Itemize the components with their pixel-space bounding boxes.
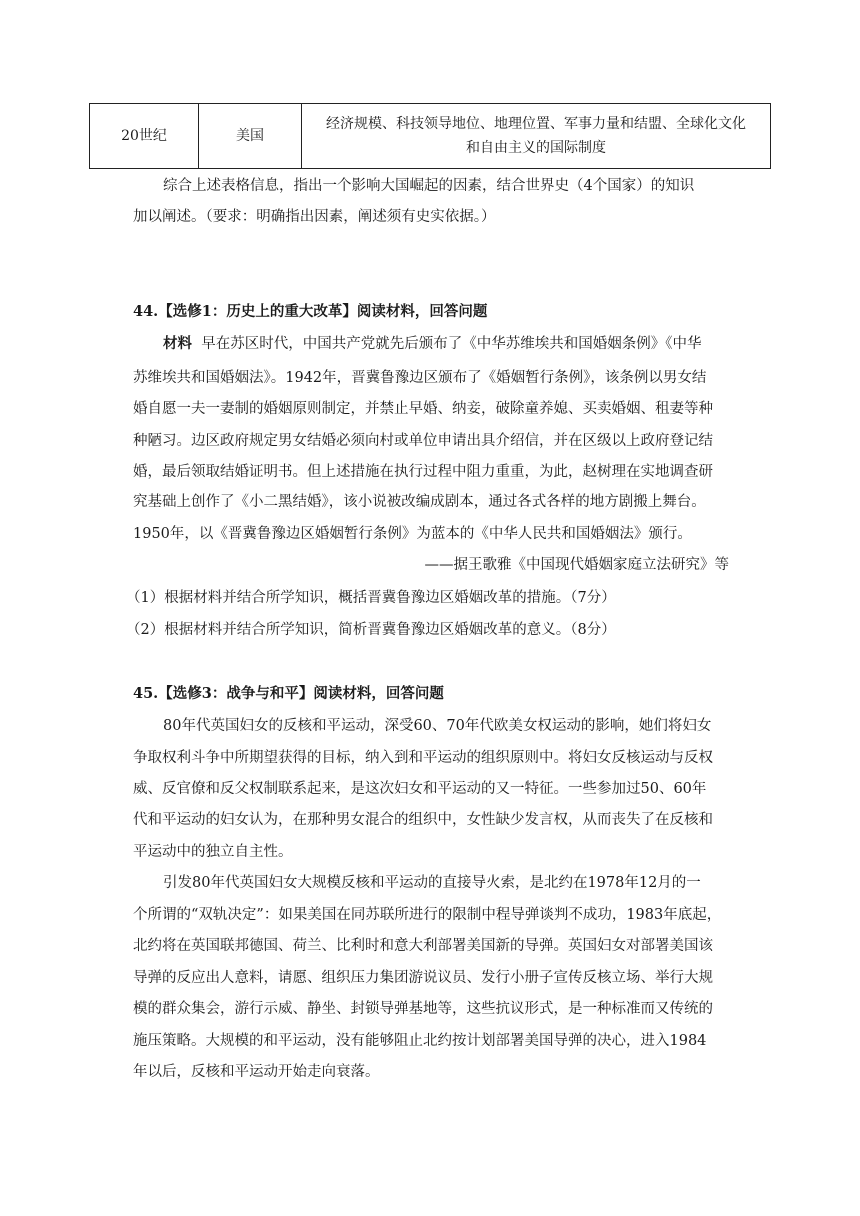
q45-para2-line-2: 个所谓的“双轨决定”：如果美国在同苏联所进行的限制中程导弹谈判不成功，1983年底起， [133, 907, 722, 923]
century-cell: 20世纪 [90, 104, 199, 169]
q45-para2-line-3: 北约将在英国联邦德国、荷兰、比利时和意大利部署美国新的导弹。英国妇女对部署美国该 [133, 938, 713, 954]
q43-prompt-line-1: 综合上述表格信息，指出一个影响大国崛起的因素，结合世界史（4个国家）的知识 [163, 178, 695, 194]
q45-para1-line-5: 平运动中的独立自主性。 [133, 844, 293, 860]
q45-para2-line-7: 年以后，反核和平运动开始走向衰落。 [133, 1064, 380, 1080]
material-label: 材料 [163, 335, 192, 352]
q43-prompt-line-2: 加以阐述。（要求：明确指出因素，阐述须有史实依据。） [133, 209, 496, 225]
factors-line-1: 经济规模、科技领导地位、地理位置、军事力量和结盟、全球化文化 [326, 116, 746, 132]
q45-para1-line-3: 威、反官僚和反父权制联系起来，是这次妇女和平运动的又一特征。一些参加过50、60年 [133, 781, 707, 797]
q45-para2-line-6: 施压策略。大规模的和平运动，没有能够阻止北约按计划部署美国导弹的决心，进入1984 [133, 1033, 707, 1049]
q44-material-line-3: 婚自愿一夫一妻制的婚姻原则制定，并禁止早婚、纳妾，破除童养媳、买卖婚姻、租妻等种 [133, 401, 713, 417]
q45-para1-line-4: 代和平运动的妇女认为，在那种男女混合的组织中，女性缺少发言权，从而丧失了在反核和 [133, 812, 713, 828]
country-cell: 美国 [199, 104, 302, 169]
q44-material-line-7: 1950年，以《晋冀鲁豫边区婚姻暂行条例》为蓝本的《中华人民共和国婚姻法》颁行。 [133, 526, 692, 542]
q45-para1-line-2: 争取权利斗争中所期望获得的目标，纳入到和平运动的组织原则中。将妇女反核运动与反权 [133, 750, 713, 766]
q44-material-line-5: 婚，最后领取结婚证明书。但上述措施在执行过程中阻力重重，为此，赵树理在实地调查研 [133, 464, 713, 480]
q44-line-text: 早在苏区时代，中国共产党就先后颁布了《中华苏维埃共和国婚姻条例》《中华 [201, 336, 702, 352]
table-row [90, 104, 771, 169]
q44-subquestion-1: （1）根据材料并结合所学知识，概括晋冀鲁豫边区婚姻改革的措施。（7分） [126, 590, 616, 606]
factors-cell [302, 104, 771, 169]
q44-material-line-6: 究基础上创作了《小二黑结婚》，该小说被改编成剧本，通过各式各样的地方剧搬上舞台。 [133, 494, 706, 510]
factors-line-2: 和自由主义的国际制度 [466, 140, 606, 156]
q45-para1-line-1: 80年代英国妇女的反核和平运动，深受60、70年代欧美女权运动的影响，她们将妇女 [163, 718, 712, 734]
q44-subquestion-2: （2）根据材料并结合所学知识，简析晋冀鲁豫边区婚姻改革的意义。（8分） [126, 622, 616, 638]
q45-para2-line-5: 模的群众集会，游行示威、静坐、封锁导弹基地等，这些抗议形式，是一种标准而又传统的 [133, 1001, 713, 1017]
q45-para2-line-4: 导弹的反应出人意料，请愿、组织压力集团游说议员、发行小册子宣传反核立场、举行大规 [133, 970, 713, 986]
q44-material-line-1 [163, 334, 701, 354]
q45-para2-line-1: 引发80年代英国妇女大规模反核和平运动的直接导火索，是北约在1978年12月的一 [163, 875, 701, 891]
q44-heading: 44.【选修1：历史上的重大改革】阅读材料，回答问题 [133, 303, 488, 320]
q44-material-line-2: 苏维埃共和国婚姻法》。1942年，晋冀鲁豫边区颁布了《婚姻暂行条例》，该条例以男女结 [133, 370, 707, 386]
q44-source: ——据王歌雅《中国现代婚姻家庭立法研究》等 [424, 557, 729, 573]
q45-heading: 45.【选修3：战争与和平】阅读材料，回答问题 [133, 685, 444, 702]
q44-material-line-4: 种陋习。边区政府规定男女结婚必须向村或单位申请出具介绍信，并在区级以上政府登记结 [133, 433, 713, 449]
great-powers-table [89, 103, 771, 169]
